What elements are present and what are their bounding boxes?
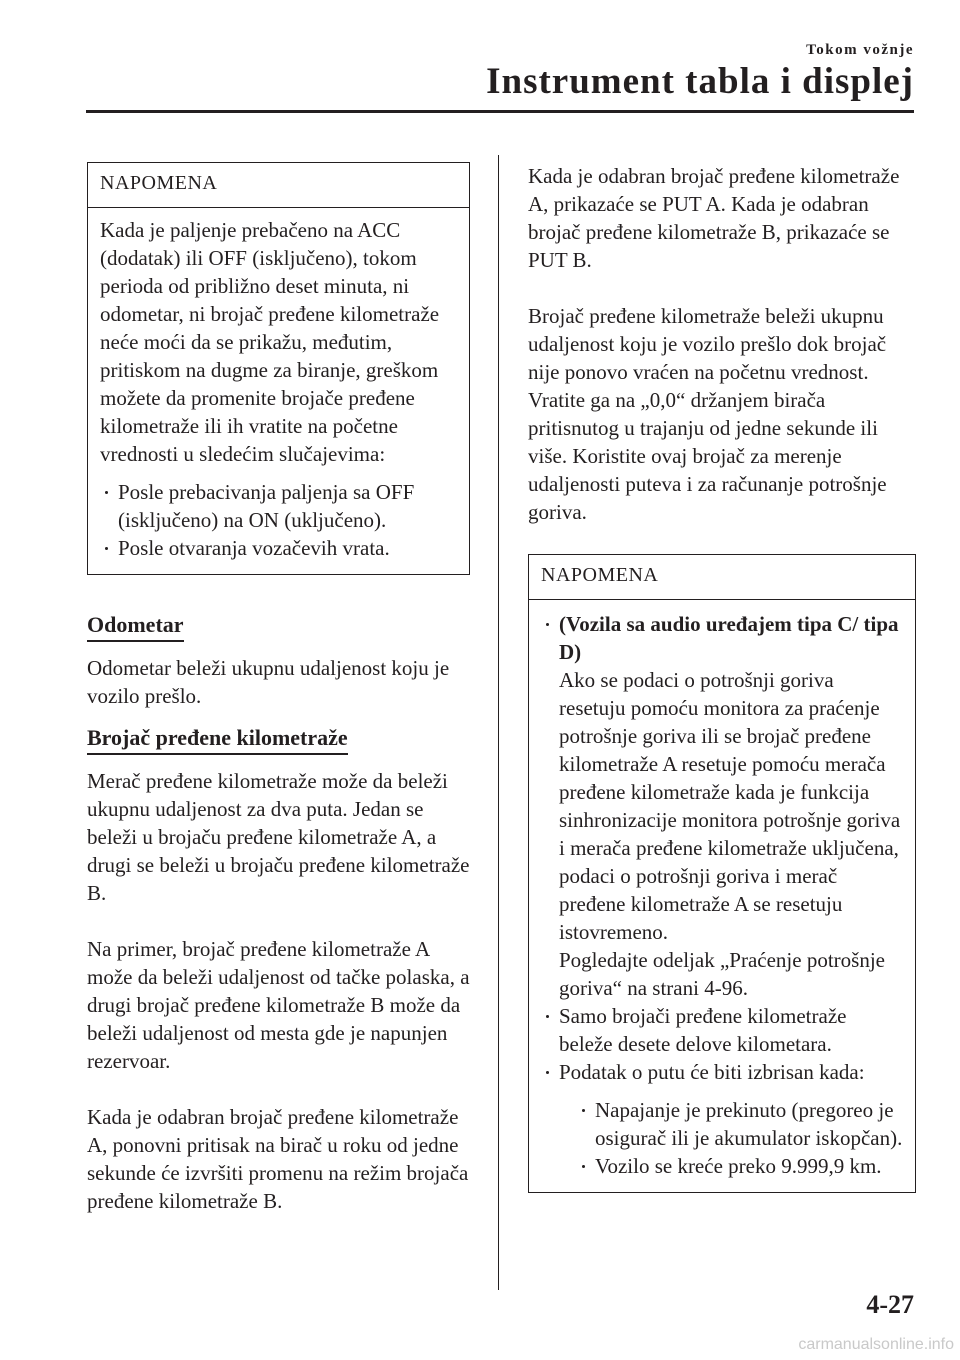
odometer-text: Odometar beleži ukupnu udaljenost koju je vozilo prešlo. bbox=[87, 656, 450, 708]
list-item: Samo brojači pređene kilometraže beleže desete delove kilometara. bbox=[541, 1002, 903, 1058]
note-heading: NAPOMENA bbox=[529, 555, 915, 600]
note-item-reference: Pogledajte odeljak „Praćenje potrošnje goriva“ na strani 4-96. bbox=[559, 948, 885, 1000]
page-title: Instrument tabla i displej bbox=[486, 61, 914, 102]
note-heading: NAPOMENA bbox=[88, 163, 469, 208]
odometer-section bbox=[87, 611, 470, 710]
trip-meter-section bbox=[87, 724, 470, 1215]
note-body bbox=[88, 208, 469, 574]
chapter-label: Tokom vožnje bbox=[806, 42, 914, 58]
list-item bbox=[541, 1058, 903, 1180]
note-item-text: Podatak o putu će biti izbrisan kada: bbox=[559, 1060, 865, 1084]
note-text: Kada je paljenje prebačeno na ACC (dodatak) ili OFF (isključeno), tokom perioda od približno deset minuta, ni odometar, ni brojač pređene kilometraže neće moći da se prikažu, međutim, pritiskom na dugme za biranje, greškom možete da promenite brojače pređene kilometraže ili ih vratite na početne vrednosti u sledećim slučajevima: bbox=[100, 218, 440, 466]
note-box-ignition bbox=[87, 162, 470, 575]
trip-meter-paragraph-3: Kada je odabran brojač pređene kilometraže A, ponovni pritisak na birač u roku od jedne sekunde će izvršiti promenu na režim brojača pređene kilometraže B. bbox=[87, 1105, 469, 1213]
page-number: 4-27 bbox=[866, 1290, 914, 1319]
note-body bbox=[529, 600, 915, 1192]
note-bullet-list bbox=[541, 610, 903, 1180]
note-bullet-list bbox=[100, 478, 457, 562]
list-item bbox=[541, 610, 903, 1002]
trip-meter-paragraph-2: Na primer, brojač pređene kilometraže A može da beleži udaljenost od tačke polaska, a drugi brojač pređene kilometraže B može da beleži udaljenost od mesta gde je napunjen rezervoar. bbox=[87, 937, 470, 1073]
list-item: Posle prebacivanja paljenja sa OFF (isključeno) na ON (uključeno). bbox=[100, 478, 457, 534]
note-box-trip bbox=[528, 554, 916, 1193]
left-column bbox=[87, 162, 470, 1215]
sub-bullet-list bbox=[559, 1096, 903, 1180]
trip-reset-paragraph: Brojač pređene kilometraže beleži ukupnu udaljenost koju je vozilo prešlo dok brojač nije ponovo vraćen na početnu vrednost. Vratite ga na „0,0“ držanjem birača pritisnutog u trajanju od jedne sekunde ili više. Koristite ovaj brojač za merenje udaljenosti puteva i za računanje potrošnje goriva. bbox=[528, 304, 887, 524]
note-item-title: (Vozila sa audio uređajem tipa C/ tipa D) bbox=[559, 612, 899, 664]
list-item: Posle otvaranja vozačevih vrata. bbox=[100, 534, 457, 562]
list-item: Vozilo se kreće preko 9.999,9 km. bbox=[577, 1152, 903, 1180]
header-rule bbox=[86, 110, 914, 113]
trip-meter-heading: Brojač pređene kilometraže bbox=[87, 725, 348, 755]
right-column bbox=[528, 162, 916, 1193]
note-item-text: Ako se podaci o potrošnji goriva resetuju pomoću monitora za praćenje potrošnje goriva ili se brojač pređene kilometraže A resetuje pomoću merača pređene kilometraže kada je funkcija sinhronizacije monitora potrošnje goriva i merača pređene kilometraže uključena, podaci o potrošnji goriva i merač pređene kilometraže A se resetuju istovremeno. bbox=[559, 668, 901, 944]
trip-display-paragraph: Kada je odabran brojač pređene kilometraže A, prikazaće se PUT A. Kada je odabran brojač pređene kilometraže B, prikazaće se PUT B. bbox=[528, 164, 900, 272]
trip-meter-paragraph-1: Merač pređene kilometraže može da beleži ukupnu udaljenost za dva puta. Jedan se beleži u brojaču pređene kilometraže A, a drugi se beleži u brojaču pređene kilometraže B. bbox=[87, 769, 470, 905]
watermark-text: carmanualsonline.info bbox=[798, 1336, 954, 1353]
odometer-heading: Odometar bbox=[87, 612, 184, 642]
column-divider bbox=[498, 155, 499, 1290]
list-item: Napajanje je prekinuto (pregoreo je osigurač ili je akumulator iskopčan). bbox=[577, 1096, 903, 1152]
